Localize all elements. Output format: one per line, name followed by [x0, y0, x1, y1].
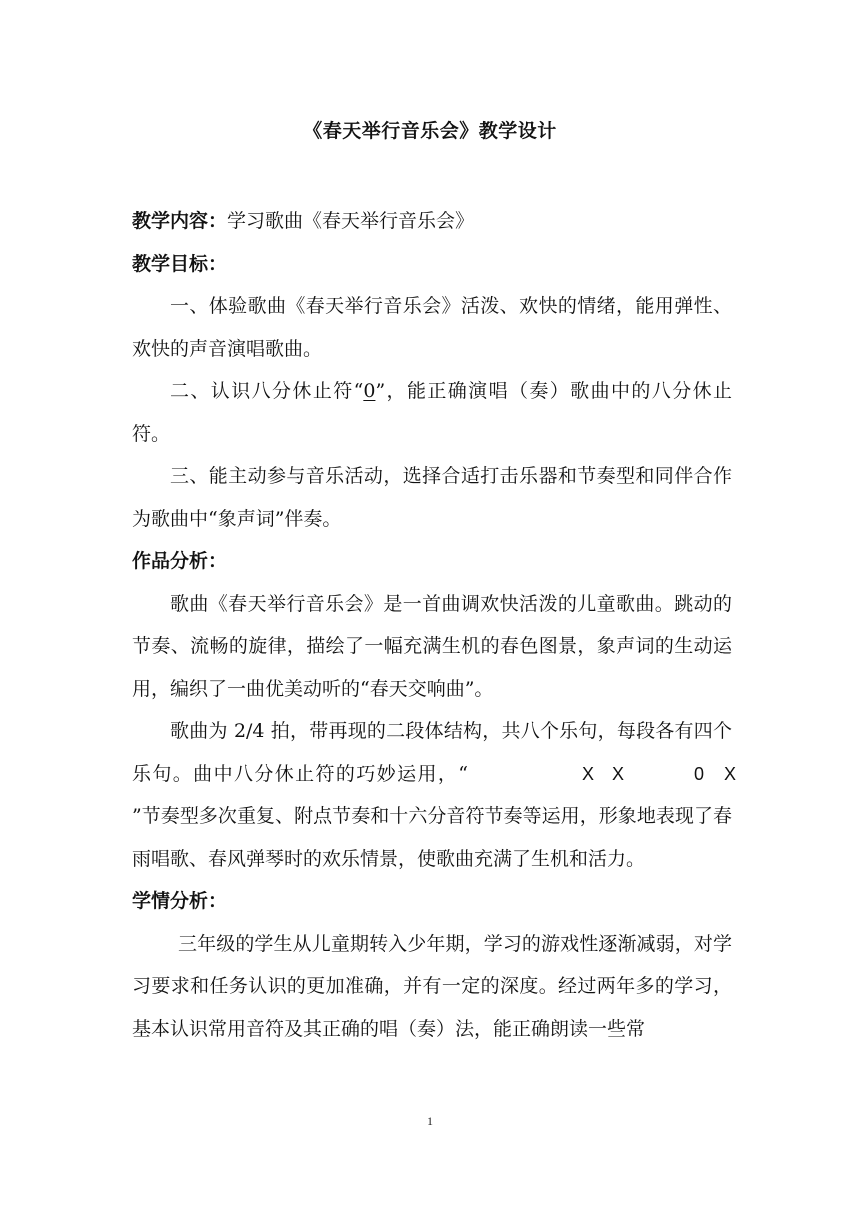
teaching-content-label: 教学内容：: [132, 210, 228, 232]
rhythm-pattern: [468, 753, 737, 796]
page-number: 1: [427, 1114, 433, 1128]
eighth-rest-symbol: 0: [363, 380, 376, 402]
rhythm-note: X: [612, 763, 625, 784]
goal-2-post: ”，能正确演唱（奏）歌曲中的八分休止符。: [132, 380, 732, 445]
goal-1: 一、体验歌曲《春天举行音乐会》活泼、欢快的情绪，能用弹性、欢快的声音演唱歌曲。: [132, 295, 732, 360]
goals-heading: 教学目标：: [132, 252, 228, 275]
analysis-paragraph-2: [132, 710, 737, 880]
learner-paragraph-1: 三年级的学生从儿童期转入少年期，学习的游戏性逐渐减弱，对学习要求和任务认识的更加准确，并有一定的深度。经过两年多的学习，基本认识常用音符及其正确的唱（奏）法，能正确朗读一些常: [132, 932, 732, 1040]
document-title: 《春天举行音乐会》教学设计: [303, 120, 557, 142]
rhythm-note: 0: [694, 763, 705, 784]
analysis-2-pre: 歌曲为 2/4 拍，带再现的二段体结构，共八个乐句，每段各有四个乐句。曲中八分休止符的巧妙运用，“: [132, 720, 732, 785]
goal-3: 三、能主动参与音乐活动，选择合适打击乐器和节奏型和同伴合作为歌曲中“象声词”伴奏。: [132, 465, 732, 530]
teaching-content-text: 学习歌曲《春天举行音乐会》: [227, 210, 475, 232]
analysis-2-post: ”节奏型多次重复、附点节奏和十六分音符节奏等运用，形象地表现了春雨唱歌、春风弹琴时的欢乐情景，使歌曲充满了生机和活力。: [132, 805, 732, 870]
learner-heading: 学情分析：: [132, 890, 228, 912]
analysis-paragraph-1: 歌曲《春天举行音乐会》是一首曲调欢快活泼的儿童歌曲。跳动的节奏、流畅的旋律，描绘了一幅充满生机的春色图景，象声词的生动运用，编织了一曲优美动听的“春天交响曲”。: [132, 592, 732, 700]
rhythm-note: X: [724, 763, 737, 784]
rhythm-group-2: [618, 753, 737, 796]
rhythm-group-1: [506, 753, 625, 796]
document-body: [132, 200, 737, 1050]
analysis-heading: 作品分析：: [132, 550, 228, 572]
teaching-content: [132, 200, 732, 243]
goal-2-pre: 二、认识八分休止符“: [170, 380, 364, 402]
rhythm-note: X: [582, 763, 595, 784]
goal-2: [132, 370, 732, 455]
